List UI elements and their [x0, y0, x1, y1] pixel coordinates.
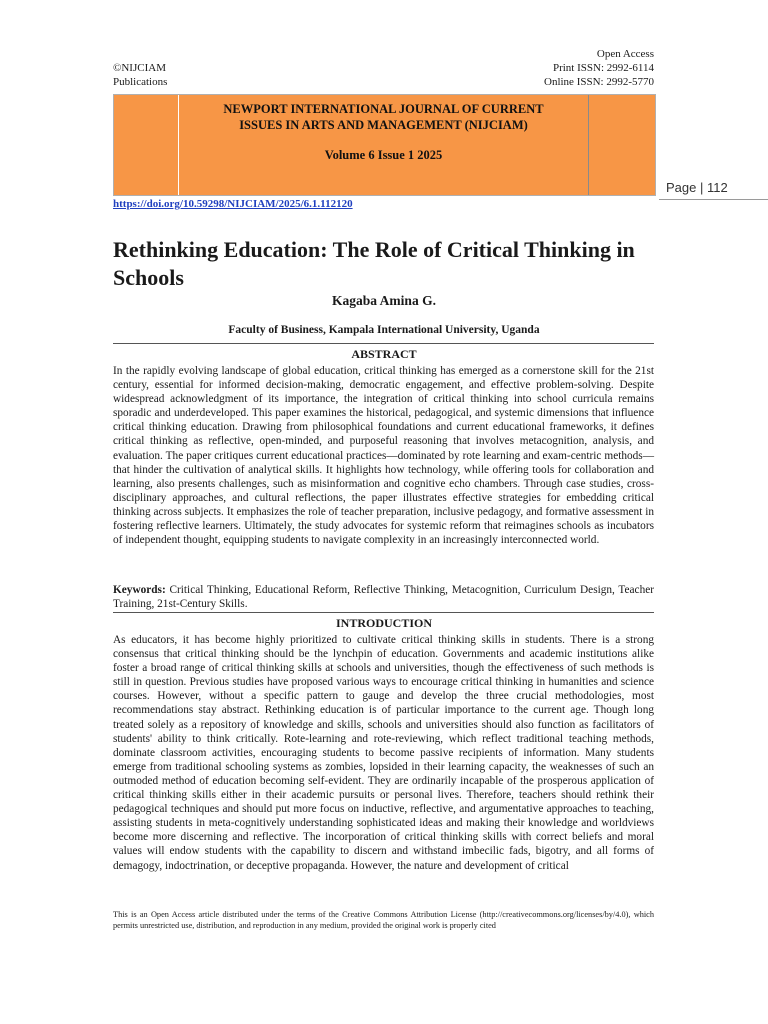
- journal-title-line1: NEWPORT INTERNATIONAL JOURNAL OF CURRENT: [223, 102, 544, 116]
- keywords-list: Critical Thinking, Educational Reform, Reflective Thinking, Metacognition, Curriculum Design, Teacher Training, 21st-Century Skills.: [113, 584, 654, 611]
- author-affiliation: Faculty of Business, Kampala International University, Uganda: [228, 324, 540, 336]
- license-footer: This is an Open Access article distributed under the terms of the Creative Commons Attribution License (http://creativecommons.org/licenses/by/4.0), which permits unrestricted use, distribution, and reproduction in any medium, provided the original work is properly cited: [113, 910, 654, 931]
- volume-issue: Volume 6 Issue 1 2025: [324, 148, 443, 162]
- page-number: Page | 112: [666, 180, 728, 195]
- abstract-top-rule: [113, 343, 654, 344]
- author-name: Kagaba Amina G.: [332, 293, 436, 308]
- banner-center: [178, 95, 589, 195]
- open-access-label: Open Access: [596, 48, 654, 60]
- introduction-top-rule: [113, 612, 654, 613]
- publications-label: Publications: [113, 76, 168, 88]
- keywords: [113, 583, 654, 611]
- banner-left-block: [114, 95, 178, 195]
- print-issn: Print ISSN: 2992-6114: [552, 62, 654, 74]
- introduction-heading: INTRODUCTION: [335, 616, 432, 630]
- doi-link[interactable]: https://doi.org/10.59298/NIJCIAM/2025/6.1.112120: [113, 198, 353, 210]
- article-title: Rethinking Education: The Role of Critical Thinking in Schools: [113, 237, 635, 290]
- introduction-text: As educators, it has become highly prioritized to cultivate critical thinking skills in students. There is a strong consensus that critical thinking should be the lynchpin of education. Governments and academic institutions alike foster a broad range of critical thinking skills at schools and universities, though the effectiveness of such methods is still in question. Previous studies have proposed various ways to encourage critical thinking in humanities and science courses. However, without a specific pattern to gauge and develop the three crucial methodologies, most recommendations stay abstract. Rethinking education is of particular importance to the current age. Though long treated solely as a repository of knowledge and skills, schools and universities should also function as facilitators of students' ability to think critically. Rote-learning and rote-reviewing, which reflect traditional teaching methods, dominate classroom activities, encouraging students to become passive recipients of information. Many students emerge from traditional schooling systems as zombies, lopsided in their learning capacity, the weaknesses of such an outmoded method of education becoming self-evident. They are ordinarily incapable of the prosperous application of critical thinking skills either in their academic pursuits or personal lives. Therefore, teachers should rethink their pedagogical techniques and should put more focus on inductive, reflective, and argumentative approaches to teaching, assisting students in meta-cognitively understanding sophisticated ideas and making their knowledge and worldviews become more discerning and reflective. The incorporation of critical thinking skills with correct beliefs and moral values will endow students with the capability to discern and withstand imbecilic fads, bigotry, and all forms of demagogy, indoctrination, or deceptive propaganda. However, the nature and development of critical: [113, 634, 654, 872]
- publisher-name: [113, 61, 167, 89]
- journal-title-line2: ISSUES IN ARTS AND MANAGEMENT (NIJCIAM): [239, 118, 528, 132]
- keywords-label: Keywords:: [113, 584, 166, 596]
- banner-right-block: [588, 95, 655, 195]
- page-number-rule: [659, 199, 768, 200]
- online-issn: Online ISSN: 2992-5770: [544, 76, 654, 88]
- abstract-heading: ABSTRACT: [351, 347, 417, 361]
- copyright-label: ©NIJCIAM: [113, 62, 166, 74]
- issn-block: [544, 47, 654, 89]
- abstract-text: In the rapidly evolving landscape of global education, critical thinking has emerged as a cornerstone skill for the 21st century, essential for informed decision-making, democratic engagement, and effective problem-solving. Despite widespread acknowledgment of its importance, the integration of critical thinking into school curricula remains sporadic and underdeveloped. This paper examines the historical, pedagogical, and systemic dimensions that influence critical thinking education. Drawing from philosophical foundations and current educational frameworks, it defines critical thinking as reflective, open-minded, and purposeful reasoning that involves metacognition, analysis, and evaluation. The paper critiques current educational practices—dominated by rote learning and exam-centric methods—that hinder the cultivation of analytical skills. It highlights how technology, while offering tools for collaboration and learning, also presents challenges, such as misinformation and cognitive echo chambers. Through case studies, cross-disciplinary approaches, and cultural reflections, the paper illustrates effective strategies for embedding critical thinking across subjects. It emphasizes the role of teacher preparation, inclusive pedagogy, and formative assessment in fostering reflective learners. Ultimately, the study advocates for systemic reform that reimagines schools as incubators of independent thought, equipping students to navigate complexity in an increasingly interconnected world.: [113, 365, 654, 547]
- journal-banner: [113, 94, 656, 196]
